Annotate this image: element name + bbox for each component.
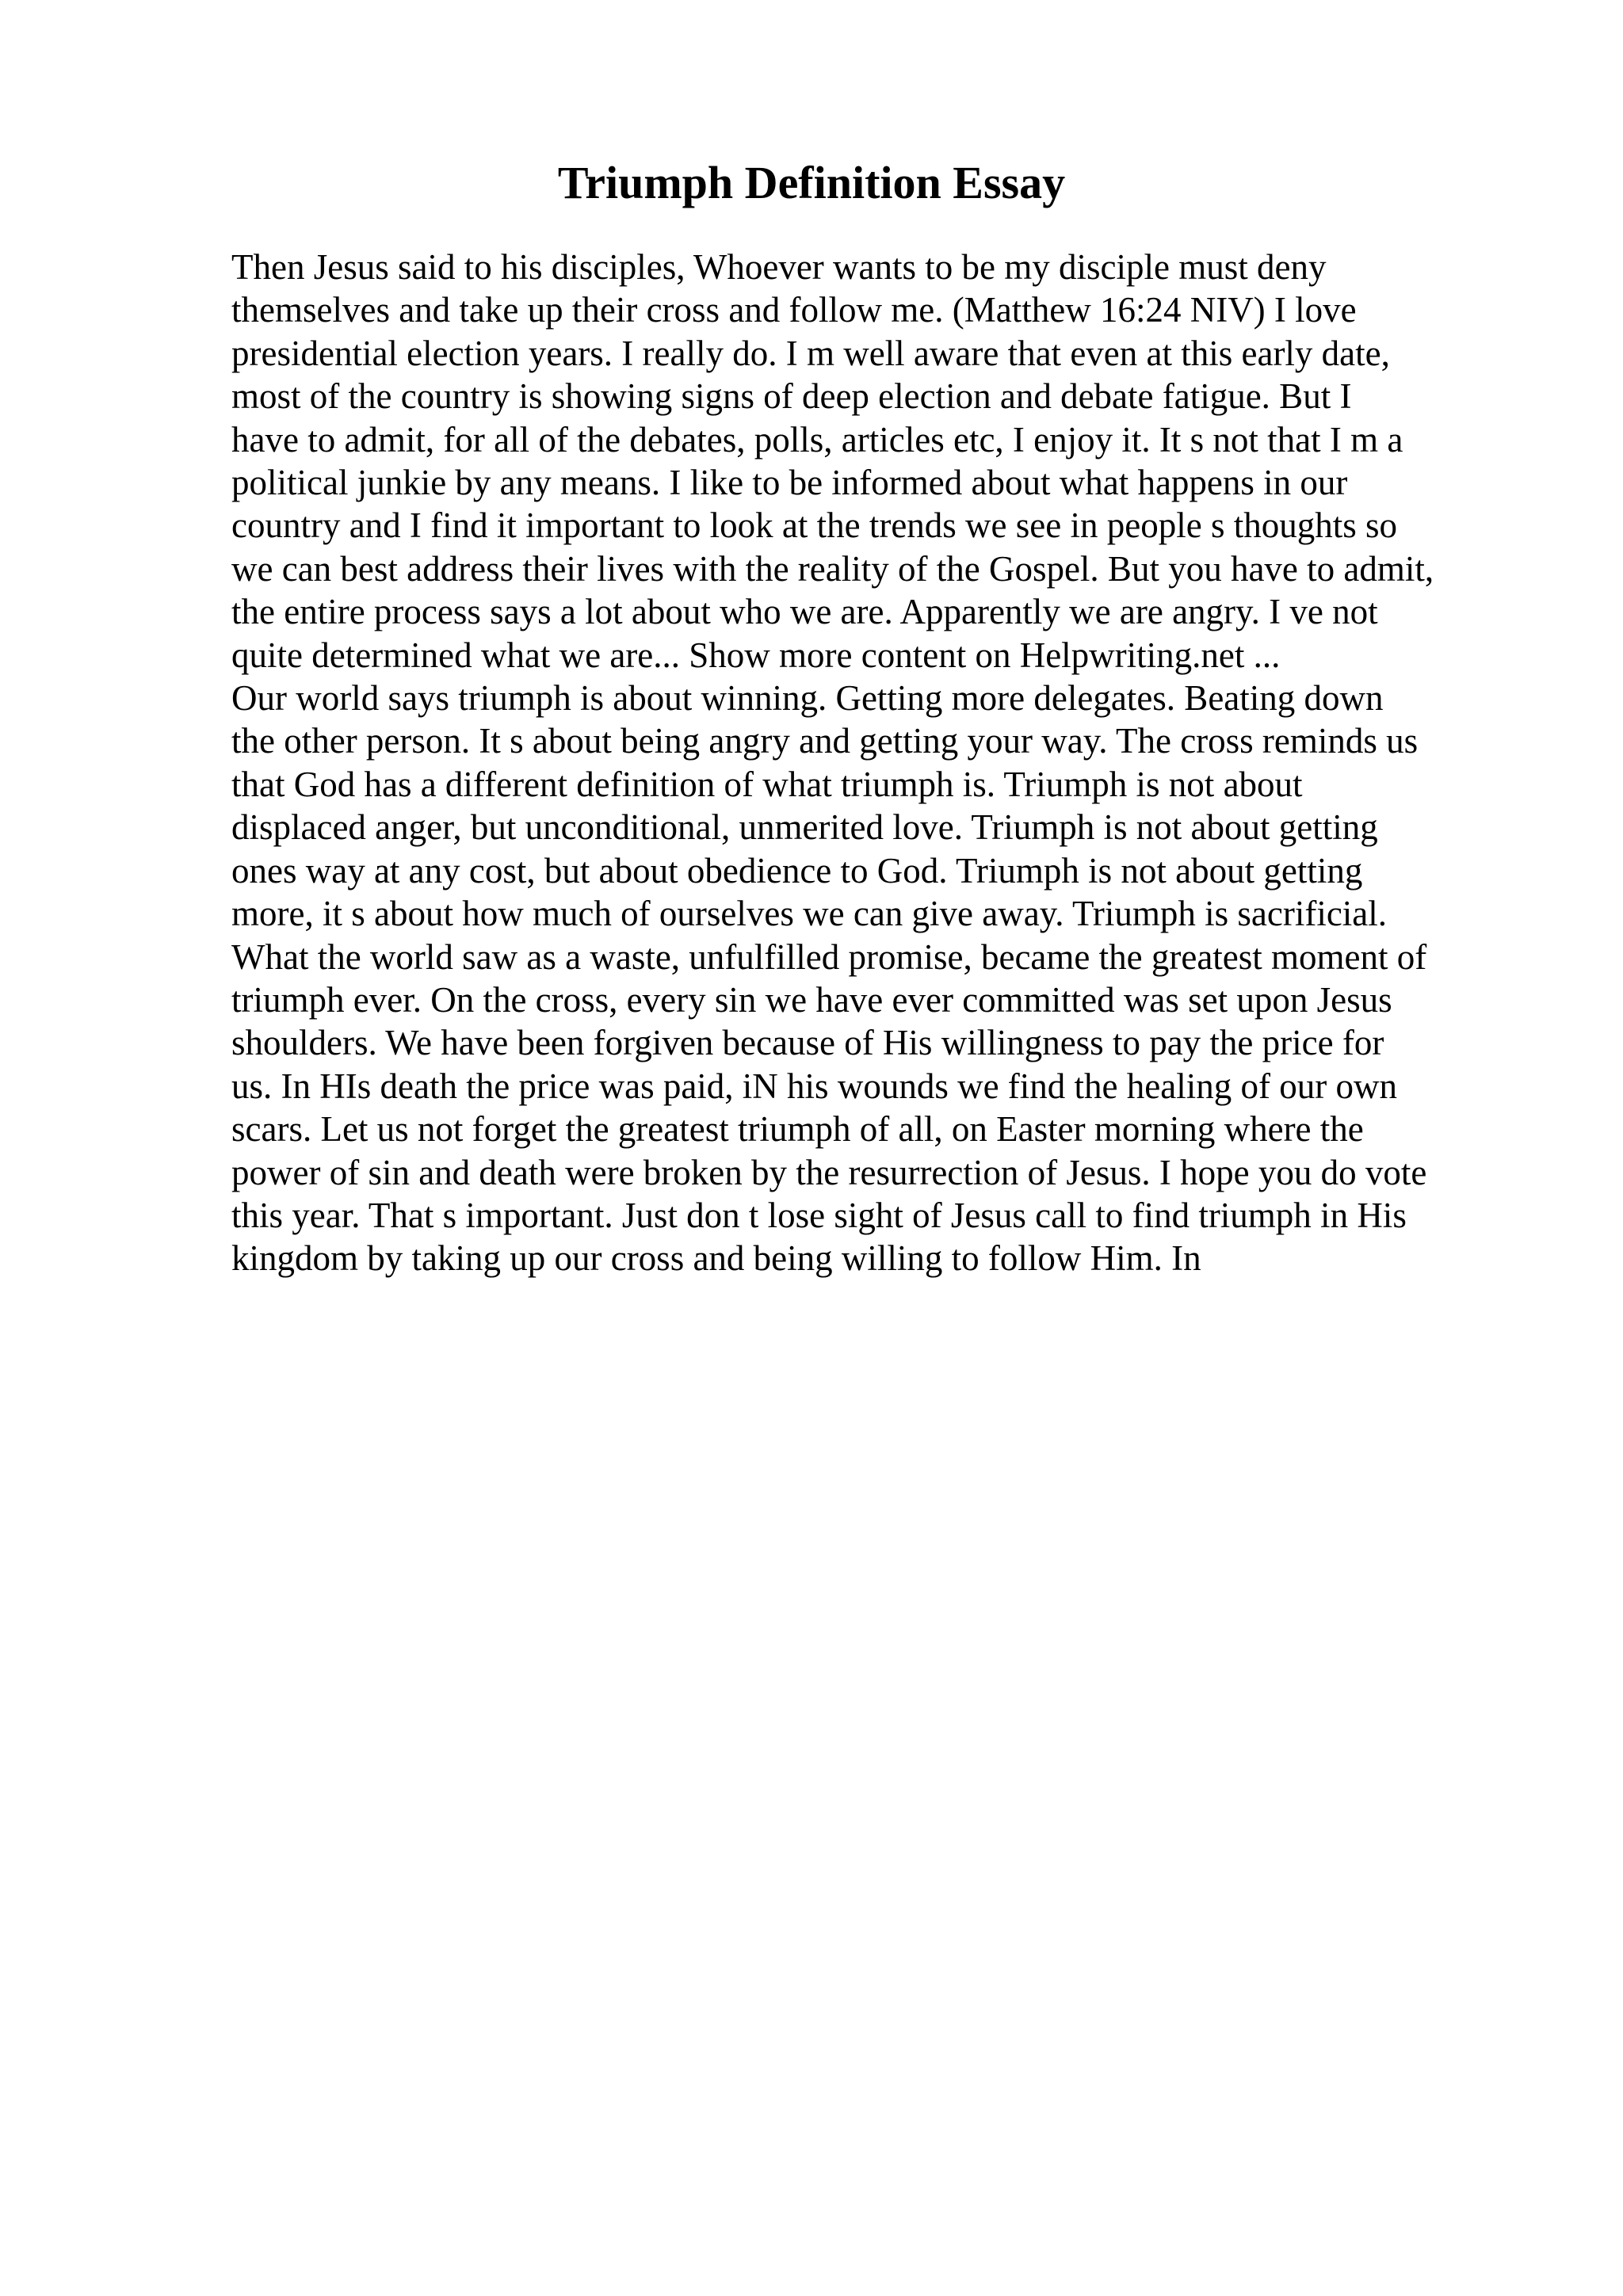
essay-line: we can best address their lives with the reality of the Gospel. But you have to admit, (231, 548, 1434, 589)
essay-line: more, it s about how much of ourselves we can give away. Triumph is sacrificial. (231, 894, 1388, 934)
essay-line: What the world saw as a waste, unfulfilled promise, became the greatest moment of (231, 936, 1427, 977)
essay-line: the other person. It s about being angry and getting your way. The cross reminds us (231, 721, 1419, 761)
essay-line: most of the country is showing signs of deep election and debate fatigue. But I (231, 376, 1352, 417)
essay-line: themselves and take up their cross and follow me. (Matthew 16:24 NIV) I love (231, 290, 1357, 330)
essay-line: quite determined what we are... Show more content on Helpwriting.net ... (231, 635, 1281, 675)
essay-body (231, 246, 1515, 1280)
essay-line: that God has a different definition of what triumph is. Triumph is not about (231, 764, 1303, 804)
essay-line: political junkie by any means. I like to be informed about what happens in our (231, 463, 1348, 503)
essay-line: displaced anger, but unconditional, unmerited love. Triumph is not about getting (231, 807, 1378, 848)
essay-line: presidential election years. I really do. I m well aware that even at this early date, (231, 333, 1390, 373)
essay-line: triumph ever. On the cross, every sin we have ever committed was set upon Jesus (231, 979, 1392, 1020)
essay-line: ones way at any cost, but about obedience to God. Triumph is not about getting (231, 850, 1363, 891)
essay-line: power of sin and death were broken by the resurrection of Jesus. I hope you do vote (231, 1152, 1427, 1192)
essay-line: the entire process says a lot about who we are. Apparently we are angry. I ve not (231, 592, 1378, 632)
document-title: Triumph Definition Essay (557, 157, 1066, 208)
essay-line: have to admit, for all of the debates, polls, articles etc, I enjoy it. It s not that I m a (231, 419, 1403, 460)
essay-line: country and I find it important to look at the trends we see in people s thoughts so (231, 505, 1397, 546)
essay-line: this year. That s important. Just don t lose sight of Jesus call to find triumph in His (231, 1195, 1407, 1235)
essay-line: scars. Let us not forget the greatest triumph of all, on Easter morning where the (231, 1109, 1364, 1150)
essay-line: Then Jesus said to his disciples, Whoever wants to be my disciple must deny (231, 247, 1327, 287)
essay-line: Our world says triumph is about winning. Getting more delegates. Beating down (231, 678, 1384, 719)
essay-line: shoulders. We have been forgiven because of His willingness to pay the price for (231, 1023, 1384, 1063)
essay-line: us. In HIs death the price was paid, iN his wounds we find the healing of our own (231, 1066, 1397, 1106)
essay-line: kingdom by taking up our cross and being willing to follow Him. In (231, 1238, 1201, 1279)
